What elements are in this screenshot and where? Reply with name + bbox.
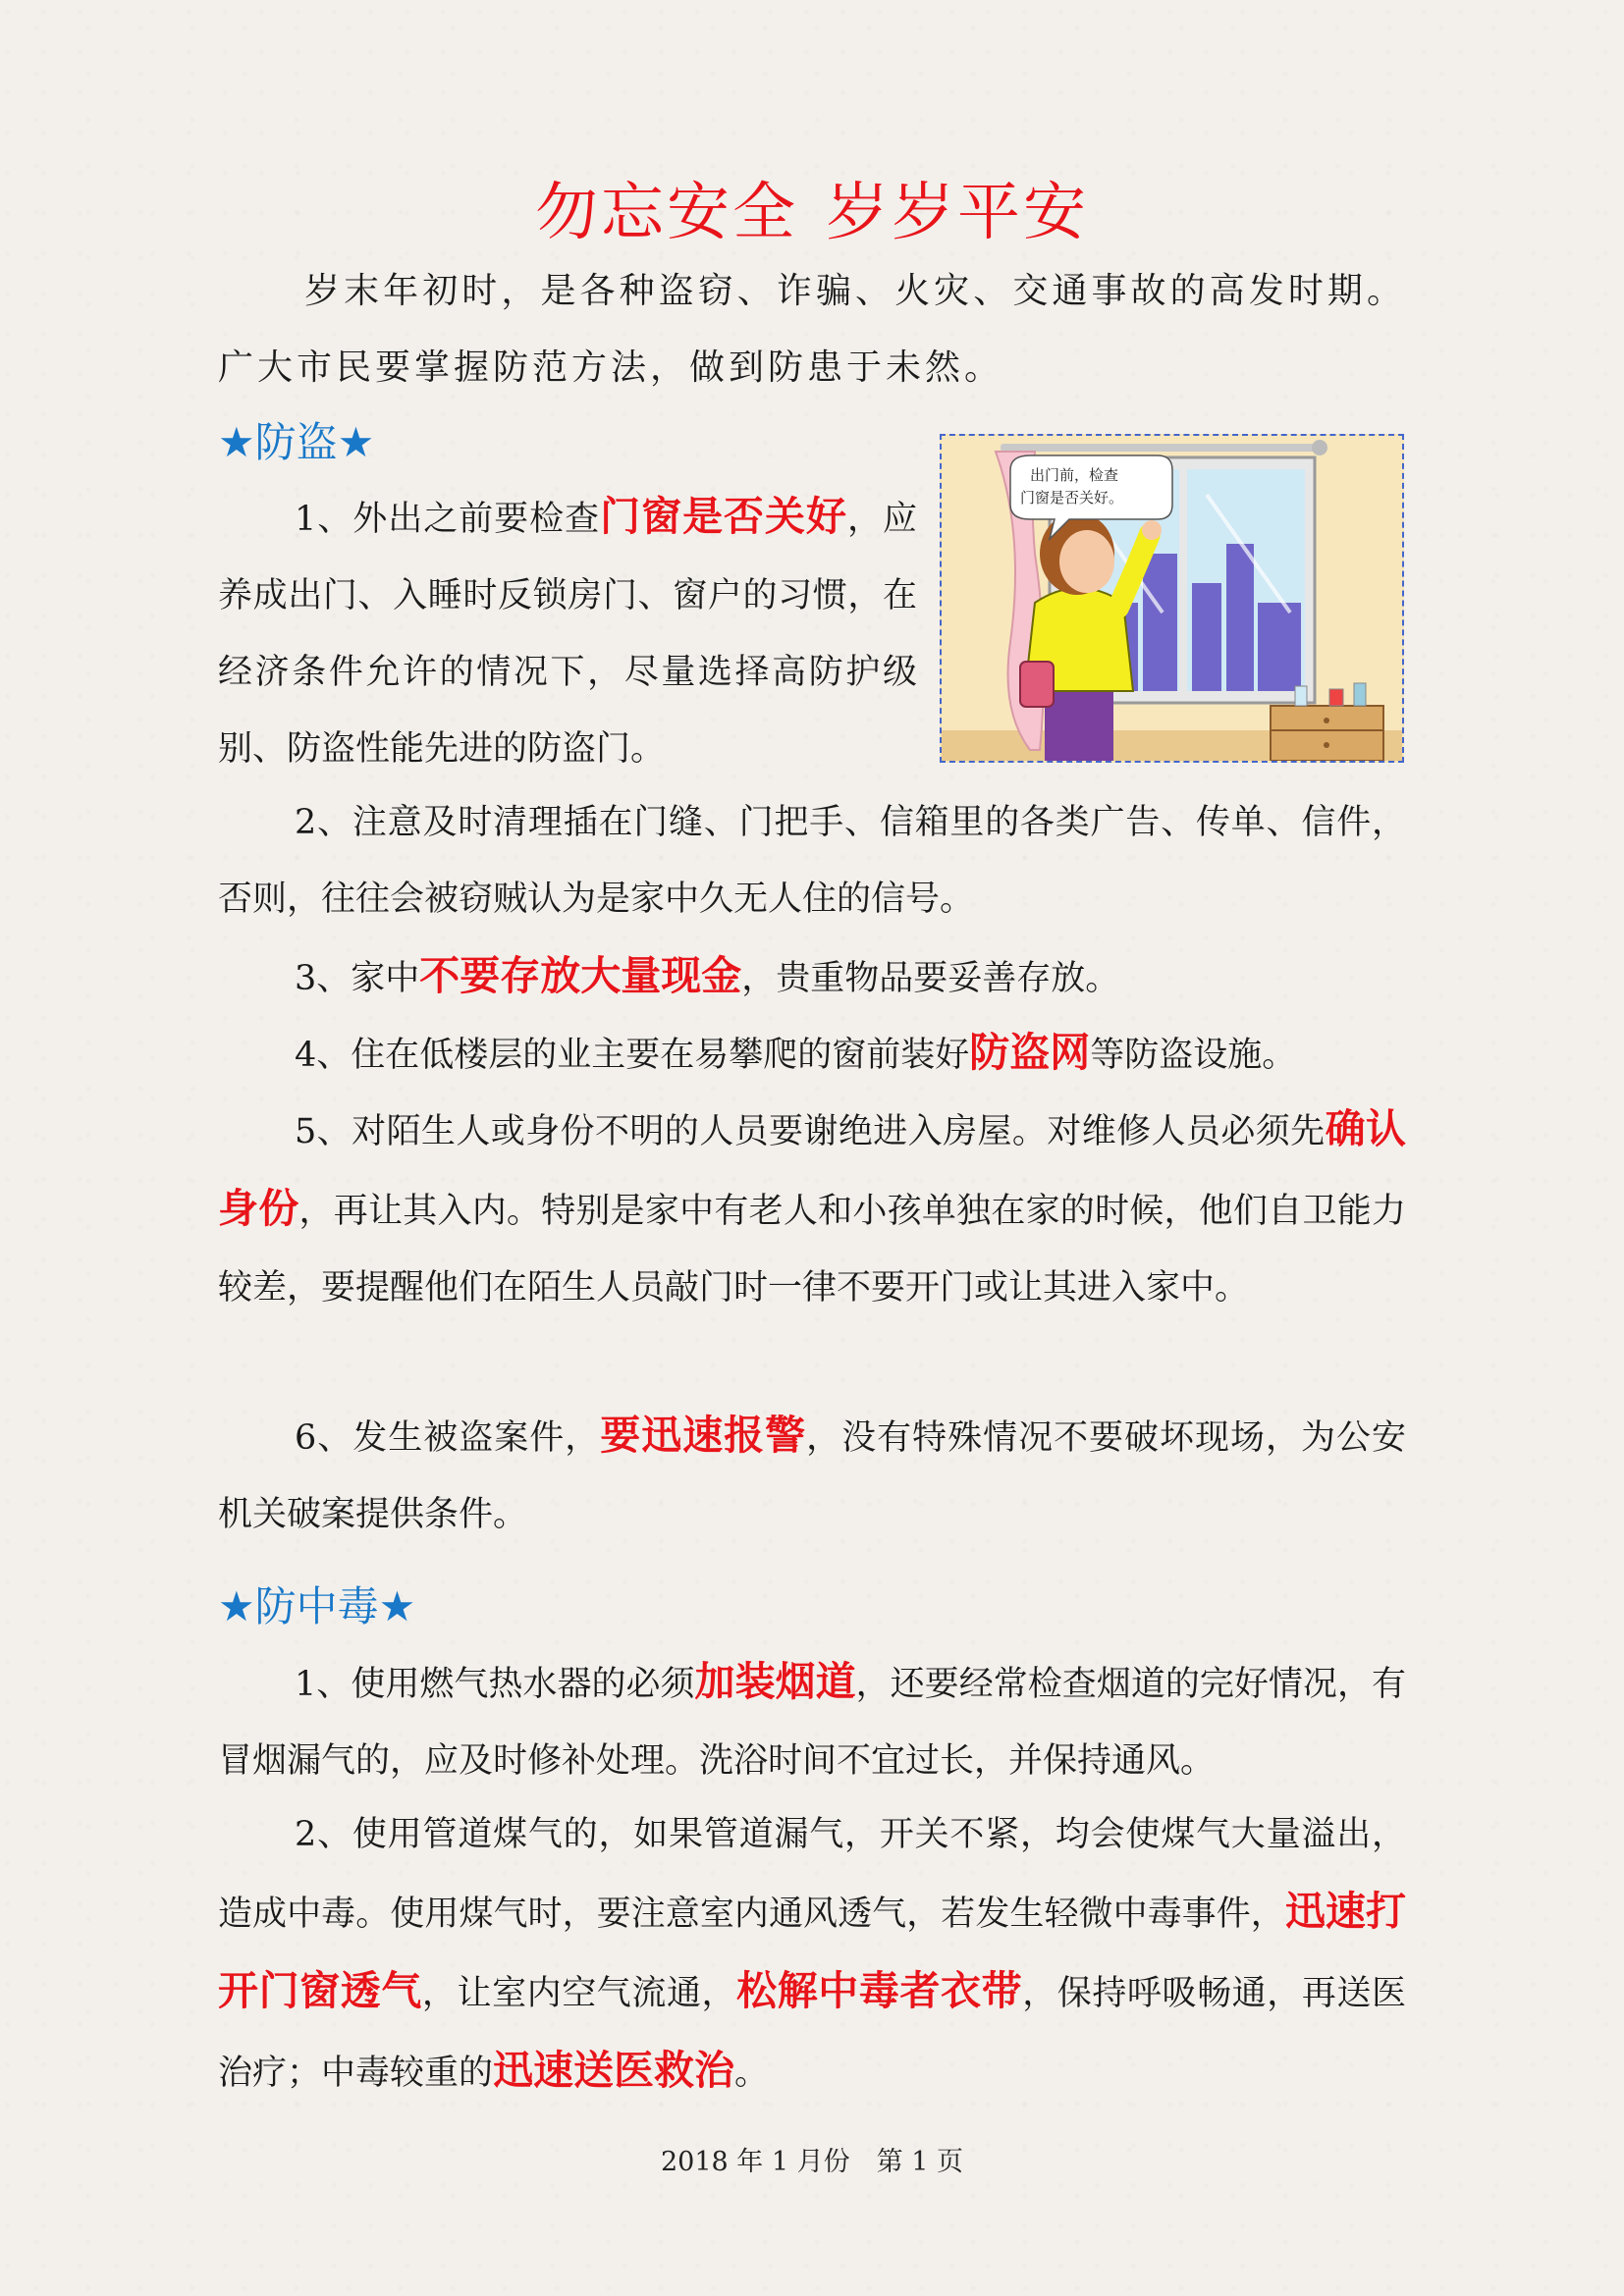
intro-paragraph: 岁末年初时，是各种盗窃、诈骗、火灾、交通事故的高发时期。广大市民要掌握防范方法，做到防患于未然。 [218,271,1406,388]
section-heading-poison: ★防中毒★ [218,1582,416,1630]
theft-item-4: 4、住在低楼层的业主要在易攀爬的窗前装好防盗网等防盗设施。 [295,1029,1297,1076]
theft-item-6: 6、发生被盗案件，要迅速报警，没有特殊情况不要破坏现场，为公安机关破案提供条件。 [218,1412,1406,1534]
title-part-1: 勿忘安全 [535,177,798,249]
theft-item-2: 2、注意及时清理插在门缝、门把手、信箱里的各类广告、传单、信件，否则，往往会被窃贼认为是家中久无人住的信号。 [218,803,1406,919]
theft-item-3: 3、家中不要存放大量现金，贵重物品要妥善存放。 [295,952,1120,999]
title-part-2: 岁岁平安 [826,177,1089,249]
bubble-line-1: 出门前，检查 [1030,466,1119,484]
section-heading-theft: ★防盗★ [218,418,375,466]
illustration-svg [942,436,1402,761]
poison-item-1: 1、使用燃气热水器的必须加装烟道，还要经常检查烟道的完好情况，有冒烟漏气的，应及时修补处理。洗浴时间不宜过长，并保持通风。 [218,1658,1406,1781]
window-check-illustration [940,434,1404,763]
theft-item-1: 1、外出之前要检查门窗是否关好，应养成出门、入睡时反锁房门、窗户的习惯，在经济条件允许的情况下，尽量选择高防护级别、防盗性能先进的防盗门。 [218,493,917,769]
bubble-line-2: 门窗是否关好。 [1020,489,1124,507]
theft-item-5: 5、对陌生人或身份不明的人员要谢绝进入房屋。对维修人员必须先确认身份，再让其入内。特别是家中有老人和小孩单独在家的时候，他们自卫能力较差，要提醒他们在陌生人员敲门时一律不要开门或让其进入家中。 [218,1105,1407,1308]
poison-item-2: 2、使用管道煤气的，如果管道漏气，开关不紧，均会使煤气大量溢出，造成中毒。使用煤气时，要注意室内通风透气，若发生轻微中毒事件，迅速打开门窗透气，让室内空气流通，松解中毒者衣带，保持呼吸畅通，再送医治疗；中毒较重的迅速送医救治。 [218,1815,1406,2094]
page-title [0,162,1624,252]
page-footer: 2018 年 1 月份 第 1 页 [661,2147,963,2177]
